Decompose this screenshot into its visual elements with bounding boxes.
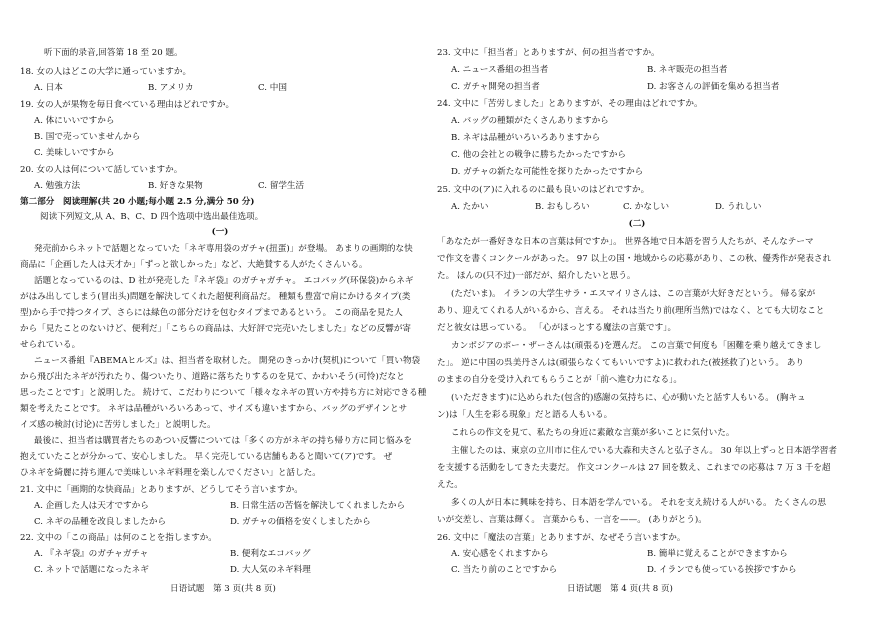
option-a: A. たかい — [451, 202, 489, 212]
question-26: 26. 文中に「魔法の言葉」とありますが、なぜそう言いますか。 — [437, 533, 686, 543]
option-a: A. ニュース番組の担当者 — [451, 65, 549, 75]
option-d: D. お客さんの評価を集める担当者 — [647, 82, 780, 92]
passage-2-title: (二) — [628, 219, 646, 229]
question-24: 24. 文中に「苦労しました」とありますが、その理由はどれですか。 — [437, 99, 703, 109]
option-b: B. 国で売っていませんから — [34, 132, 141, 142]
passage-line: あり、迎えてくれる人がいるから、言える。 それは当たり前(理所当然)ではなく、とても大切なこと — [437, 306, 825, 316]
passage-line: から「見たことのないけど、便利だ」「こちらの商品は、大好評で完売いたしました」などの反響が寄 — [20, 324, 412, 334]
option-a: A. 日本 — [34, 83, 63, 93]
option-d: D. うれしい — [715, 202, 762, 212]
passage-line: た。 ほんの(只不过)一部だが、紹介したいと思う。 — [437, 271, 636, 281]
passage-line: 発売前からネットで話題となっていた「ネギ専用袋のガチャ(扭蛋)」が登場。 あまりの画期的な快 — [34, 244, 413, 254]
option-c: C. 他の会社との戦争に勝ちたかったですから — [451, 150, 627, 160]
option-a: A. 安心感をくれますから — [451, 549, 549, 559]
passage-line: 「あなたが一番好きな日本の言葉は何ですか」。 世界各地で日本語を習う人たちが、そんなテーマ — [437, 237, 814, 247]
option-c: C. 中国 — [258, 83, 287, 93]
passage-line: 商品に「企画した人は天才か」「ずっと欲しかった」など、大絶賛する人がたくさんいる。 — [20, 260, 368, 270]
section-2-heading: 第二部分 阅读理解(共 20 小题;每小题 2.5 分,满分 50 分) — [20, 197, 255, 207]
passage-line: えた。 — [437, 480, 463, 490]
option-c: C. ネットで話題になったネギ — [34, 565, 149, 575]
passage-line: せられている。 — [20, 340, 81, 350]
option-a: A. 企画した人は天才ですから — [34, 501, 149, 511]
passage-line: 思ったことです」と説明した。 続けて、こだわりについて「様々なネギの買い方や持ち方に対応できる種 — [20, 388, 427, 398]
listening-intro: 听下面的录音,回答第 18 至 20 题。 — [44, 48, 183, 58]
passage-line: 多くの人が日本に興味を持ち、日本語を学んでいる。 それを支え続ける人がいる。 たくさんの思 — [451, 498, 826, 508]
option-b: B. 便利なエコバッグ — [230, 549, 311, 559]
option-b: B. アメリカ — [148, 83, 194, 93]
option-c: C. 当たり前のことですから — [451, 565, 558, 575]
option-a: A. 『ネギ袋』のガチャガチャ — [34, 549, 149, 559]
page-footer: 日语试题 第 3 页(共 8 页) — [170, 584, 276, 594]
passage-line: 型)から手で持つタイプ、さらには緑色の部分だけを包むタイプまであるという。 この商品を見た人 — [20, 308, 403, 318]
passage-line: ニュース番組『ABEMAヒルズ』は、担当者を取材した。 開発のきっかけ(契机)について「買い物袋 — [34, 356, 421, 366]
option-d: D. ガチャの価格を安くしましたから — [230, 517, 371, 527]
passage-line: イズ感の検討(讨论)に苦労しました」と説明した。 — [20, 420, 216, 430]
question-23: 23. 文中に「担当者」とありますが、何の担当者ですか。 — [437, 48, 660, 58]
passage-line: (ただいま)。 イランの大学生サラ・エスマイリさんは、この言葉が大好きだという。 帰る家が — [451, 289, 816, 299]
option-b: B. 日常生活の苦悩を解決してくれましたから — [230, 501, 406, 511]
passage-line: だと彼女は思っている。 「心がほっとする魔法の言葉です」。 — [437, 323, 677, 333]
option-d: D. ガチャの新たな可能性を探りたかったですから — [451, 167, 644, 177]
option-c: C. 留学生活 — [258, 181, 305, 191]
passage-line: 主催したのは、東京の立川市に住んでいる大森和夫さんと弘子さん。 30 年以上ずっと日本語学習者 — [451, 446, 837, 456]
passage-line: 話題となっているのは、D 社が発売した『ネギ袋』のガチャガチャ。 エコバッグ(环保袋)からネギ — [34, 276, 414, 286]
option-b: B. 簡単に覚えることができますから — [647, 549, 788, 559]
option-b: B. おもしろい — [535, 202, 590, 212]
option-c: C. 美味しいですから — [34, 148, 115, 158]
option-a: A. バッグの種類がたくさんありますから — [451, 116, 609, 126]
question-20: 20. 女の人は何について話していますか。 — [20, 165, 183, 175]
passage-line: 抱えていたことが分かって、安心しました。 早く完売している店舗もあると聞いて(ア)です。 ぜ — [20, 452, 393, 462]
option-b: B. ネギは品種がいろいろありますから — [451, 133, 601, 143]
option-a: A. 体にいいですから — [34, 116, 115, 126]
option-c: C. ネギの品種を改良しましたから — [34, 517, 167, 527]
passage-line: カンボジアのポー・ザーさんは(頑張る)を選んだ。 この言葉で何度も「困難を乗り越えてきまし — [451, 341, 822, 351]
question-25: 25. 文中の(ア)に入れるのに最も良いのはどれですか。 — [437, 185, 650, 195]
passage-1-title: (一) — [211, 227, 229, 237]
passage-line: 最後に、担当者は購買者たちのあつい反響については「多くの方がネギの持ち帰り方に同じ悩みを — [34, 436, 412, 446]
question-22: 22. 文中の「この商品」は何のことを指しますか。 — [20, 533, 217, 543]
passage-line: た」。 逆に中国の呉美丹さんは(頑張らなくてもいいですよ)に救われた(被拯救了)という。 あり — [437, 358, 804, 368]
passage-line: これらの作文を見て、私たちの身近に素敵な言葉が多いことに気付いた。 — [451, 428, 735, 438]
option-d: D. イランでも使っている挨拶ですから — [647, 565, 797, 575]
option-a: A. 勉強方法 — [34, 181, 81, 191]
page-footer: 日语试题 第 4 页(共 8 页) — [567, 584, 673, 594]
passage-line: いが交差し、言葉は輝く。 言葉からも、一言を——。 (ありがとう)。 — [437, 515, 707, 525]
reading-instruction: 阅读下列短文,从 A、B、C、D 四个选项中选出最佳选项。 — [40, 212, 264, 222]
option-b: B. ネギ販売の担当者 — [647, 65, 728, 75]
question-19: 19. 女の人が果物を毎日食べている理由はどれですか。 — [20, 100, 235, 110]
passage-line: (いただきます)に込められた(包含的)感謝の気持ちに、心が動いたと話す人もいる。 (胸キュ — [451, 393, 806, 403]
option-c: C. かなしい — [623, 202, 670, 212]
option-d: D. 大人気のネギ料理 — [230, 565, 311, 575]
question-18: 18. 女の人はどこの大学に通っていますか。 — [20, 67, 192, 77]
option-b: B. 好きな果物 — [148, 181, 203, 191]
passage-line: のままの自分を受け入れてもらうことが「前へ進む力になる」。 — [437, 375, 682, 385]
passage-line: ン)は「人生を彩る現象」だと語る人もいる。 — [437, 410, 613, 420]
passage-line: がはみ出してしまう(冒出头)問題を解決してくれた超便利商品だ。 種類も豊富で肩にかけるタイプ(类 — [20, 292, 411, 302]
option-c: C. ガチャ開発の担当者 — [451, 82, 540, 92]
passage-line: で作文を書くコンクールがあった。 97 以上の国・地域からの応募があり、この秋、優秀作が発表され — [437, 254, 832, 264]
passage-line: ひネギを綺麗に持ち運んで美味しいネギ料理を楽しんでください」と話した。 — [20, 468, 321, 478]
passage-line: を支援する活動をしてきた夫妻だ。 作文コンクールは 27 回を数え、これまでの応募は 7 万 3 千を超 — [437, 463, 831, 473]
passage-line: から飛び出たネギが汚れたり、傷ついたり、道路に落ちたりするのを見て、かわいそう(可怜)だなと — [20, 372, 405, 382]
question-21: 21. 文中に「画期的な快商品」とありますが、どうしてそう言いますか。 — [20, 485, 303, 495]
passage-line: 類を考えたことです。 ネギは品種がいろいろあって、サイズも違いますから、バッグのデザインとサ — [20, 404, 408, 414]
